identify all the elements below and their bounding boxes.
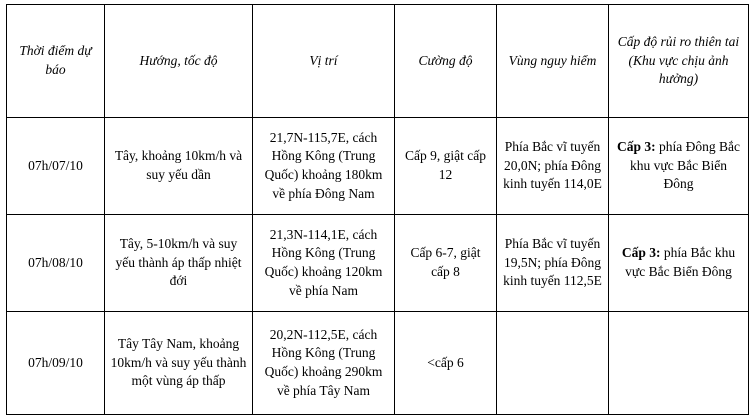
cell-intensity: Cấp 6-7, giật cấp 8 <box>395 215 497 312</box>
cell-danger-zone <box>497 312 609 415</box>
cell-direction-speed: Tây, 5-10km/h và suy yếu thành áp thấp nhiệt đới <box>105 215 253 312</box>
risk-area-text: phía Đông Bắc khu vực Bắc Biển Đông <box>630 139 740 192</box>
cell-risk-level <box>609 312 749 415</box>
header-risk-level: Cấp độ rủi ro thiên tai (Khu vực chịu ảnh hưởng) <box>609 5 749 118</box>
cell-danger-zone: Phía Bắc vĩ tuyến 20,0N; phía Đông kinh tuyến 114,0E <box>497 118 609 215</box>
storm-forecast-table <box>6 4 749 415</box>
header-danger-zone: Vùng nguy hiểm <box>497 5 609 118</box>
cell-intensity: <cấp 6 <box>395 312 497 415</box>
header-intensity: Cường độ <box>395 5 497 118</box>
cell-direction-speed: Tây, khoảng 10km/h và suy yếu dần <box>105 118 253 215</box>
risk-level-badge: Cấp 3: <box>621 245 661 261</box>
cell-direction-speed: Tây Tây Nam, khoảng 10km/h và suy yếu thành một vùng áp thấp <box>105 312 253 415</box>
header-forecast-time: Thời điểm dự báo <box>7 5 105 118</box>
cell-forecast-time: 07h/08/10 <box>7 215 105 312</box>
table-row <box>7 215 749 312</box>
cell-forecast-time: 07h/09/10 <box>7 312 105 415</box>
cell-position: 21,3N-114,1E, cách Hồng Kông (Trung Quốc) khoảng 120km về phía Nam <box>253 215 395 312</box>
table-header <box>7 5 749 118</box>
risk-level-badge: Cấp 3: <box>617 139 656 155</box>
risk-area-text: phía Bắc khu vực Bắc Biển Đông <box>625 245 736 279</box>
cell-position: 21,7N-115,7E, cách Hồng Kông (Trung Quốc) khoảng 180km về phía Đông Nam <box>253 118 395 215</box>
table-row <box>7 118 749 215</box>
header-direction-speed: Hướng, tốc độ <box>105 5 253 118</box>
cell-position: 20,2N-112,5E, cách Hồng Kông (Trung Quốc) khoảng 290km về phía Tây Nam <box>253 312 395 415</box>
cell-danger-zone: Phía Bắc vĩ tuyến 19,5N; phía Đông kinh tuyến 112,5E <box>497 215 609 312</box>
cell-forecast-time: 07h/07/10 <box>7 118 105 215</box>
header-row <box>7 5 749 118</box>
table-body <box>7 118 749 415</box>
cell-risk-level <box>609 118 749 215</box>
header-position: Vị trí <box>253 5 395 118</box>
table-row <box>7 312 749 415</box>
cell-risk-level <box>609 215 749 312</box>
cell-intensity: Cấp 9, giật cấp 12 <box>395 118 497 215</box>
